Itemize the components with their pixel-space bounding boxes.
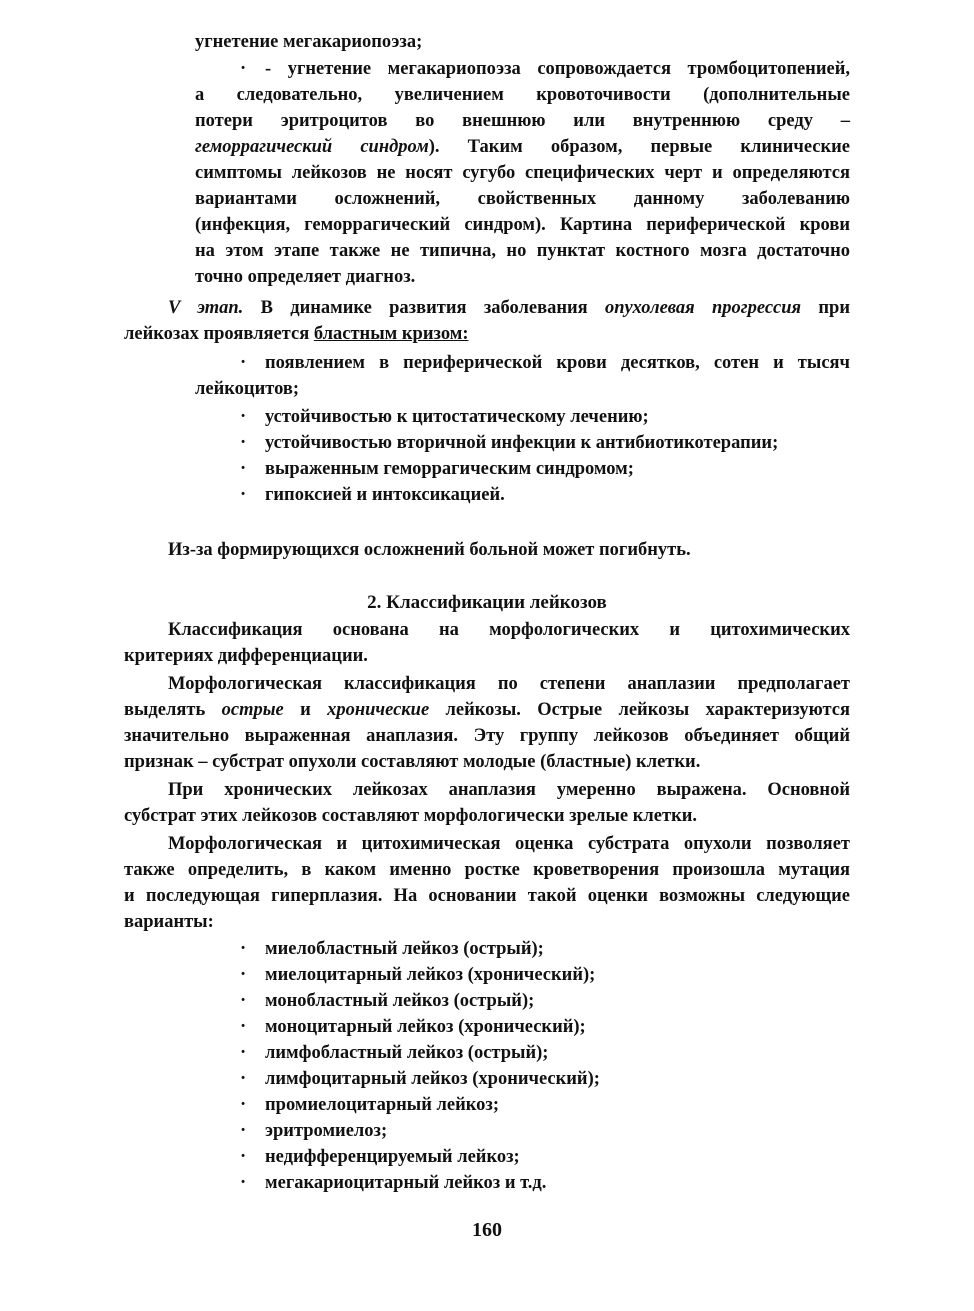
text-span: лейкоз (хронический); xyxy=(402,965,596,985)
text-span: бластный xyxy=(306,991,389,1011)
bullet-marker: · xyxy=(240,991,247,1011)
emphasis-text: хронические xyxy=(327,700,430,720)
text-span: лимфо xyxy=(265,1069,321,1089)
bullet-marker: · xyxy=(240,1095,247,1115)
bullet-marker: · xyxy=(240,59,247,79)
text-span: выделять xyxy=(124,700,222,720)
text-line: точно определяет диагноз. xyxy=(195,267,416,287)
list-item xyxy=(265,1015,586,1039)
list-item: недифференцируемый лейкоз; xyxy=(265,1147,520,1167)
list-item xyxy=(265,1067,600,1091)
text-line: (инфекция, геморрагический синдром). Картина периферической крови xyxy=(195,215,850,235)
text-span: моно xyxy=(265,1017,307,1037)
text-span: цитарный xyxy=(316,965,403,985)
text-line: Из-за формирующихся осложнений больной может погибнуть. xyxy=(168,540,691,560)
text-span: лейкоз (острый); xyxy=(397,939,544,959)
text-line: симптомы лейкозов не носят сугубо специфических черт и определяются xyxy=(195,163,850,183)
text-span: лейкоз (острый); xyxy=(402,1043,549,1063)
list-item: промиелоцитарный лейкоз; xyxy=(265,1095,500,1115)
text-line: субстрат этих лейкозов составляют морфологически зрелые клетки. xyxy=(124,806,698,826)
text-span: лейкоз (острый); xyxy=(388,991,535,1011)
text-line: а следовательно, увеличением кровоточивости (дополнительные xyxy=(195,85,850,105)
text-line: лейкоцитов; xyxy=(195,379,300,399)
text-line xyxy=(124,698,850,722)
bullet-marker: · xyxy=(240,353,247,373)
text-span: миело xyxy=(265,965,317,985)
text-span: при xyxy=(801,298,850,318)
page-number: 160 xyxy=(472,1219,502,1241)
text-line: критериях дифференциации. xyxy=(124,646,368,666)
text-span: моно xyxy=(265,991,307,1011)
emphasis-text: острые xyxy=(221,700,284,720)
text-span: цитарный xyxy=(320,1069,407,1089)
text-line xyxy=(124,322,468,346)
list-item: появлением в периферической крови десятков, сотен и тысяч xyxy=(265,353,850,373)
list-item: эритромиелоз; xyxy=(265,1121,388,1141)
text-line: При хронических лейкозах анаплазия умеренно выражена. Основной xyxy=(168,780,850,800)
text-span: лейкоз (хронический); xyxy=(392,1017,586,1037)
text-span: и xyxy=(283,700,328,720)
bullet-marker: · xyxy=(240,965,247,985)
text-line: угнетение мегакариопоэза; xyxy=(195,32,423,52)
text-line: потери эритроцитов во внешнюю или внутреннюю среду – xyxy=(195,111,850,131)
text-line xyxy=(195,135,850,159)
list-item xyxy=(265,989,534,1013)
text-span: ). Таким образом, первые клинические xyxy=(428,137,850,157)
text-span: миело xyxy=(265,939,317,959)
bullet-marker: · xyxy=(240,1043,247,1063)
bullet-marker: · xyxy=(240,459,247,479)
text-line: Классификация основана на морфологических и цитохимических xyxy=(168,620,850,640)
list-item: гипоксией и интоксикацией. xyxy=(265,485,505,505)
emphasis-text: геморрагический синдром xyxy=(195,137,429,157)
text-line: Морфологическая классификация по степени анаплазии предполагает xyxy=(168,674,850,694)
list-item xyxy=(265,963,595,987)
text-line: и последующая гиперплазия. На основании такой оценки возможны следующие xyxy=(124,886,850,906)
list-item: устойчивостью вторичной инфекции к антибиотикотерапии; xyxy=(265,433,779,453)
section-heading: 2. Классификации лейкозов xyxy=(367,592,607,613)
text-span: бластный xyxy=(316,939,398,959)
text-span: В динамике развития заболевания xyxy=(243,298,605,318)
text-line: варианты: xyxy=(124,912,214,932)
text-line: значительно выраженная анаплазия. Эту группу лейкозов объединяет общий xyxy=(124,726,850,746)
text-line: также определить, в каком именно ростке кроветворения произошла мутация xyxy=(124,860,850,880)
bullet-marker: · xyxy=(240,485,247,505)
text-span: бластный xyxy=(320,1043,403,1063)
emphasis-text: опухолевая прогрессия xyxy=(604,298,802,318)
text-line: Морфологическая и цитохимическая оценка субстрата опухоли позволяет xyxy=(168,834,850,854)
bullet-marker: · xyxy=(240,1121,247,1141)
bullet-marker: · xyxy=(240,1017,247,1037)
list-item: мегакариоцитарный лейкоз и т.д. xyxy=(265,1173,547,1193)
text-span: лейкозах проявляется xyxy=(124,324,314,344)
text-line: - угнетение мегакариопоэза сопровождается тромбоцитопенией, xyxy=(265,59,850,79)
text-span: лейкоз (хронический); xyxy=(406,1069,600,1089)
list-item: устойчивостью к цитостатическому лечению; xyxy=(265,407,649,427)
stage-label: V этап. xyxy=(168,298,244,318)
text-span: цитарный xyxy=(306,1017,393,1037)
text-line: вариантами осложнений, свойственных данному заболеванию xyxy=(195,189,850,209)
bullet-marker: · xyxy=(240,433,247,453)
bullet-marker: · xyxy=(240,1069,247,1089)
text-line: на этом этапе также не типична, но пунктат костного мозга достаточно xyxy=(195,241,850,261)
bullet-marker: · xyxy=(240,939,247,959)
list-item xyxy=(265,937,544,961)
text-span: лейкозы. Острые лейкозы характеризуются xyxy=(429,700,850,720)
text-span: лимфо xyxy=(265,1043,321,1063)
bullet-marker: · xyxy=(240,1147,247,1167)
list-item: выраженным геморрагическим синдромом; xyxy=(265,459,634,479)
underlined-term: бластным кризом: xyxy=(313,324,469,344)
bullet-marker: · xyxy=(240,407,247,427)
list-item xyxy=(265,1041,548,1065)
bullet-marker: · xyxy=(240,1173,247,1193)
text-line xyxy=(168,296,850,320)
text-line: признак – субстрат опухоли составляют молодые (бластные) клетки. xyxy=(124,752,701,772)
